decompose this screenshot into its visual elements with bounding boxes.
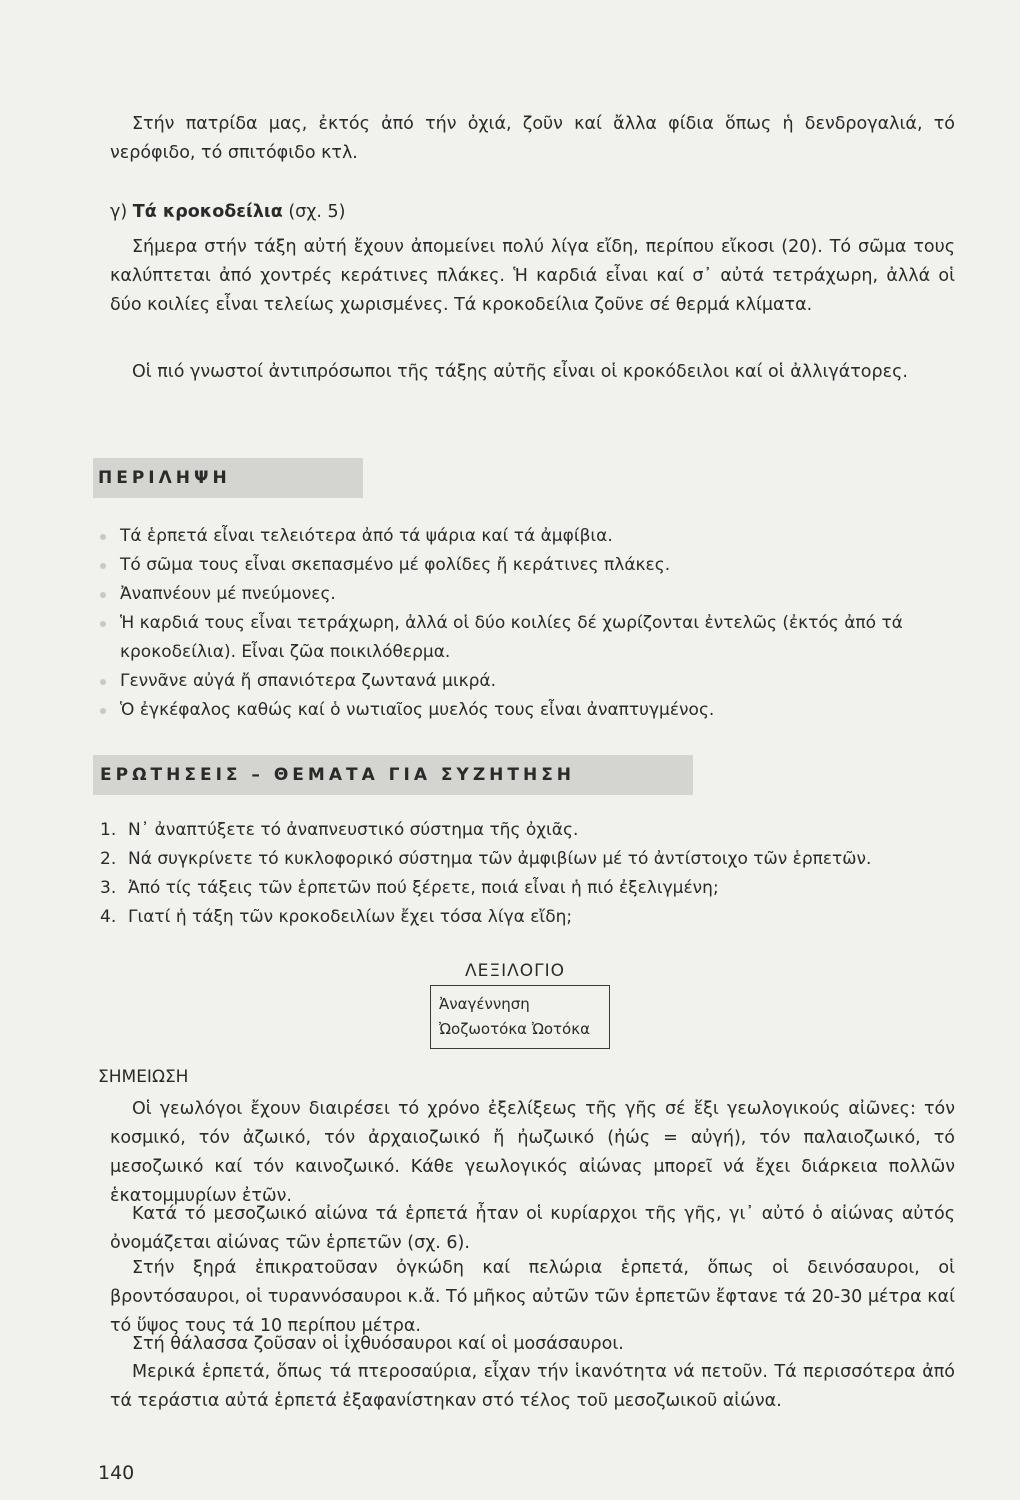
lexicon-term: Ὠοζωοτόκα Ὠοτόκα (439, 1020, 590, 1038)
question-item (100, 816, 960, 845)
question-item (100, 845, 960, 874)
summary-list (98, 522, 958, 725)
question-item (100, 874, 960, 903)
subheading-title: Τά κροκοδείλια (132, 202, 283, 222)
question-item (100, 903, 960, 932)
crocodilians-paragraph: Σήμερα στήν τάξη αὐτή ἔχουν ἀπομείνει πολύ λίγα εἴδη, περίπου εἴκοσι (20). Τό σῶμα τους καλύπτεται ἀπό χοντρές κεράτινες πλάκες. Ἡ καρδιά εἶναι καί σ᾽ αὐτά τετράχωρη, ἀλλά οἱ δύο κοιλίες εἶναι τελείως χωρισμένες. Τά κροκοδείλια ζοῦνε σέ θερμά κλίματα. (110, 237, 955, 315)
question-number: 2. (100, 849, 117, 869)
question-text: Νά συγκρίνετε τό κυκλοφορικό σύστημα τῶν ἀμφιβίων μέ τό ἀντίστοιχο τῶν ἑρπετῶν. (128, 849, 872, 869)
summary-title: ΠΕΡΙΛΗΨΗ (98, 468, 231, 488)
summary-item: Γεννᾶνε αὐγά ἤ σπανιότερα ζωντανά μικρά. (98, 667, 958, 696)
note-paragraph-eras: Οἱ γεωλόγοι ἔχουν διαιρέσει τό χρόνο ἐξελίξεως τῆς γῆς σέ ἕξι γεωλογικούς αἰῶνες: τόν κοσμικό, τόν ἀζωικό, τόν ἀρχαιοζωικό ἤ ἠωζωικό (ἠώς = αὐγή), τόν παλαιοζωικό, τό μεσοζωικό καί τόν καινοζωικό. Κάθε γεωλογικός αἰώνας μπορεῖ νά ἔχει διάρκεια πολλῶν ἑκατομμυρίων ἐτῶν. (110, 1099, 955, 1206)
question-number: 1. (100, 820, 117, 840)
question-number: 3. (100, 878, 117, 898)
intro-paragraph-snakes: Στήν πατρίδα μας, ἐκτός ἀπό τήν ὀχιά, ζοῦν καί ἄλλα φίδια ὅπως ἡ δενδρογαλιά, τό νερόφιδο, τό σπιτόφιδο κτλ. (110, 114, 955, 163)
summary-item: Ἡ καρδιά τους εἶναι τετράχωρη, ἀλλά οἱ δύο κοιλίες δέ χωρίζονται ἐντελῶς (ἐκτός ἀπό τά κροκοδείλια). Εἶναι ζῶα ποικιλόθερμα. (98, 609, 958, 667)
lexicon-title: ΛΕΞΙΛΟΓΙΟ (465, 961, 566, 981)
subheading-letter: γ) (110, 202, 128, 222)
subheading-crocodilians (110, 198, 345, 227)
question-text: Ν᾽ ἀναπτύξετε τό ἀναπνευστικό σύστημα τῆς ὀχιᾶς. (128, 820, 579, 840)
lexicon-box (430, 985, 610, 1049)
note-paragraph-flying-reptiles: Μερικά ἑρπετά, ὅπως τά πτεροσαύρια, εἶχαν τήν ἱκανότητα νά πετοῦν. Τά περισσότερα ἀπό τά τεράστια αὐτά ἑρπετά ἐξαφανίστηκαν στό τέλος τοῦ μεσοζωικοῦ αἰώνα. (110, 1362, 955, 1411)
question-text: Ἀπό τίς τάξεις τῶν ἑρπετῶν πού ξέρετε, ποιά εἶναι ἡ πιό ἐξελιγμένη; (128, 878, 719, 898)
note-title: ΣΗΜΕΙΩΣΗ (98, 1067, 189, 1087)
summary-item: Τά ἑρπετά εἶναι τελειότερα ἀπό τά ψάρια καί τά ἀμφίβια. (98, 522, 958, 551)
lexicon-term: Ἀναγέννηση (439, 995, 530, 1013)
note-paragraph-dinosaurs: Στήν ξηρά ἐπικρατοῦσαν ὀγκώδη καί πελώρια ἑρπετά, ὅπως οἱ δεινόσαυροι, οἱ βροντόσαυροι, οἱ τυραννόσαυροι κ.ἄ. Τό μῆκος αὐτῶν τῶν ἑρπετῶν ἔφτανε τά 20-30 μέτρα καί τό ὕψος τους τά 10 περίπου μέτρα. (110, 1258, 955, 1336)
note-paragraph-mesozoic: Κατά τό μεσοζωικό αἰώνα τά ἑρπετά ἦταν οἱ κυρίαρχοι τῆς γῆς, γι᾽ αὐτό ὁ αἰώνας αὐτός ὀνομάζεται αἰώνας τῶν ἑρπετῶν (σχ. 6). (110, 1204, 955, 1253)
page-number: 140 (98, 1462, 135, 1484)
summary-item: Τό σῶμα τους εἶναι σκεπασμένο μέ φολίδες ἤ κεράτινες πλάκες. (98, 551, 958, 580)
questions-list (100, 816, 960, 932)
question-number: 4. (100, 907, 117, 927)
summary-item: Ὁ ἐγκέφαλος καθώς καί ὁ νωτιαῖος μυελός τους εἶναι ἀναπτυγμένος. (98, 696, 958, 725)
question-text: Γιατί ἡ τάξη τῶν κροκοδειλίων ἔχει τόσα λίγα εἴδη; (128, 907, 573, 927)
summary-item: Ἀναπνέουν μέ πνεύμονες. (98, 580, 958, 609)
questions-title: ΕΡΩΤΗΣΕΙΣ – ΘΕΜΑΤΑ ΓΙΑ ΣΥΖΗΤΗΣΗ (100, 765, 576, 785)
subheading-figure-ref: (σχ. 5) (288, 202, 346, 222)
crocodilians-representatives-paragraph: Οἱ πιό γνωστοί ἀντιπρόσωποι τῆς τάξης αὐτῆς εἶναι οἱ κροκόδειλοι καί οἱ ἀλλιγάτορες. (132, 362, 908, 382)
note-paragraph-sea-reptiles: Στή θάλασσα ζοῦσαν οἱ ἰχθυόσαυροι καί οἱ μοσάσαυροι. (132, 1334, 624, 1354)
